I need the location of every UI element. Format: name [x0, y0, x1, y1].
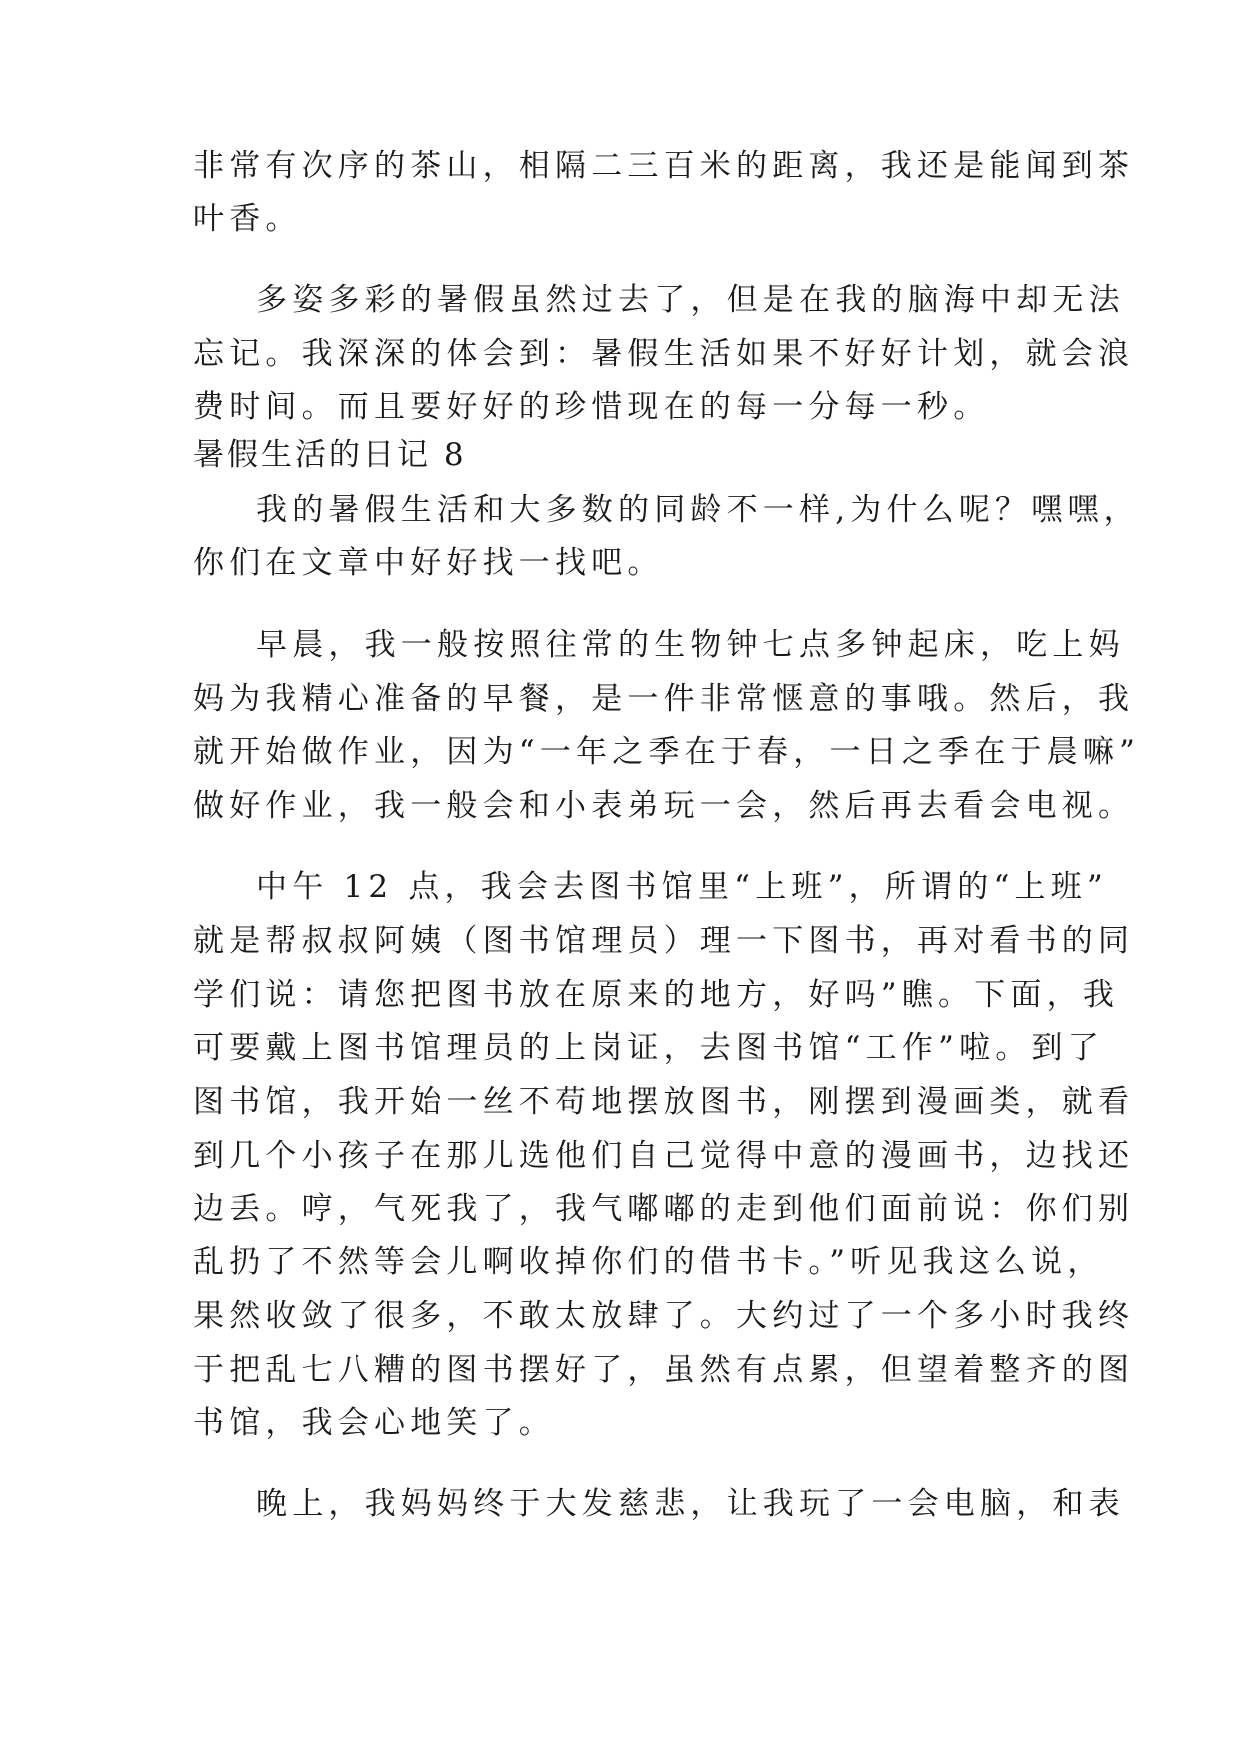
- text-line: 就是帮叔叔阿姨（图书馆理员）理一下图书，再对看书的同: [193, 923, 1135, 959]
- paragraph-first-line: 多姿多彩的暑假虽然过去了，但是在我的脑海中却无法: [256, 282, 1125, 318]
- text-line: 边丢。哼，气死我了，我气嘟嘟的走到他们面前说：你们别: [193, 1191, 1135, 1227]
- paragraph-first-line: 早晨，我一般按照往常的生物钟七点多钟起床，吃上妈: [256, 627, 1125, 663]
- paragraph-first-line: 我的暑假生活和大多数的同龄不一样,为什么呢？嘿嘿，: [256, 492, 1140, 528]
- text-line: 你们在文章中好好找一找吧。: [193, 545, 664, 581]
- text-line: 忘记。我深深的体会到：暑假生活如果不好好计划，就会浪: [193, 336, 1135, 372]
- text-line: 书馆，我会心地笑了。: [193, 1405, 555, 1441]
- text-line: 费时间。而且要好好的珍惜现在的每一分每一秒。: [193, 389, 990, 425]
- text-line: 果然收敛了很多，不敢太放肆了。大约过了一个多小时我终: [193, 1298, 1135, 1334]
- text-line: 乱扔了不然等会儿啊收掉你们的借书卡。”听见我这么说，: [193, 1244, 1104, 1280]
- paragraph-first-line: 晚上，我妈妈终于大发慈悲，让我玩了一会电脑，和表: [256, 1486, 1125, 1522]
- text-line: 妈为我精心准备的早餐，是一件非常惬意的事哦。然后，我: [193, 681, 1135, 717]
- paragraph-first-line: 中午 12 点，我会去图书馆里“上班”，所谓的“上班”: [256, 869, 1108, 905]
- text-line: 到几个小孩子在那儿选他们自己觉得中意的漫画书，边找还: [193, 1138, 1135, 1174]
- text-line: 于把乱七八糟的图书摆好了，虽然有点累，但望着整齐的图: [193, 1352, 1135, 1388]
- text-line: 学们说：请您把图书放在原来的地方，好吗”瞧。下面，我: [193, 977, 1120, 1013]
- text-line: 可要戴上图书馆理员的上岗证，去图书馆“工作”啦。到了: [193, 1030, 1104, 1066]
- text-line: 叶香。: [193, 201, 302, 237]
- text-line: 图书馆，我开始一丝不苟地摆放图书，刚摆到漫画类，就看: [193, 1084, 1135, 1120]
- section-title: 暑假生活的日记 8: [193, 437, 467, 473]
- text-line: 就开始做作业，因为“一年之季在于春，一日之季在于晨嘛”: [193, 734, 1141, 770]
- text-line: 非常有次序的茶山，相隔二三百米的距离，我还是能闻到茶: [193, 148, 1135, 184]
- text-line: 做好作业，我一般会和小表弟玩一会，然后再去看会电视。: [193, 788, 1135, 824]
